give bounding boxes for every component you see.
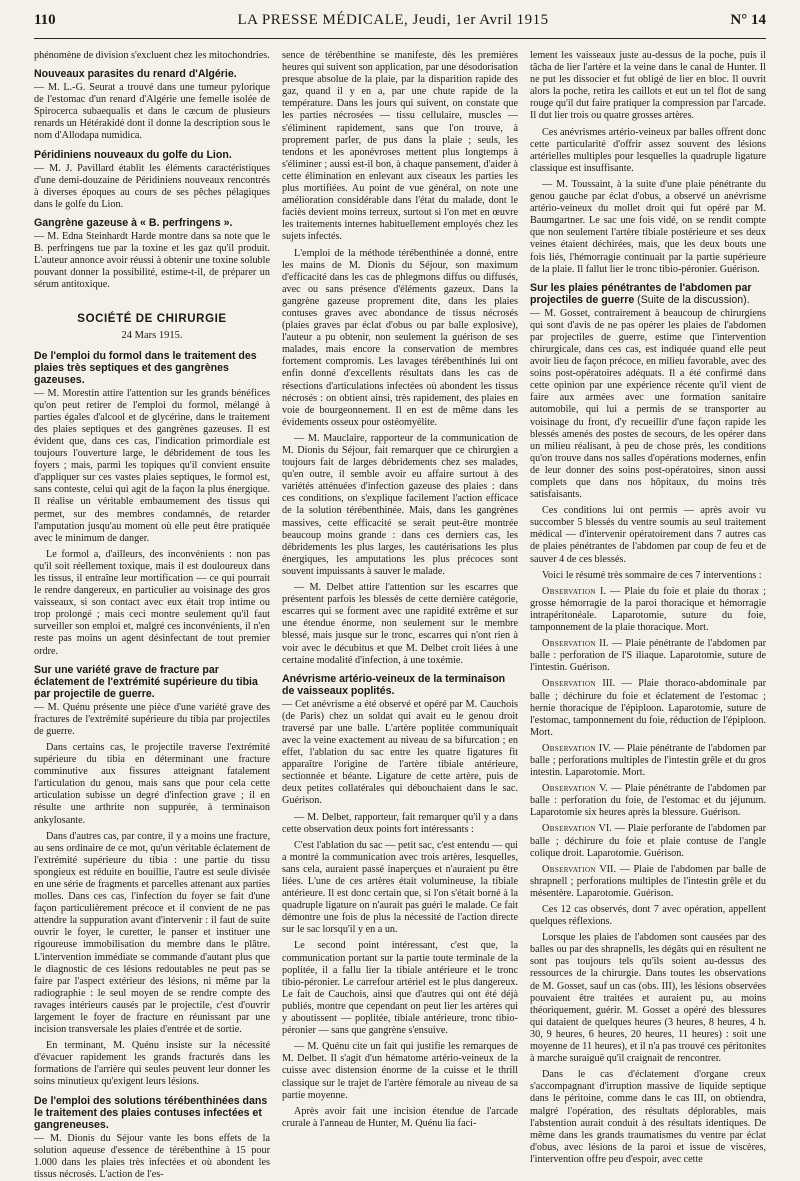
article-heading: Gangrène gazeuse à « B. perfringens ».: [34, 216, 233, 229]
paragraph: — M. Toussaint, à la suite d'une plaie pénétrante du genou gauche par éclat d'obus, a observé un anévrisme artério-veineux du mollet droit qui fut opéré par M. Baumgartner. Le sac une fois vidé, on se rendit compte que non seulement l'artère tibiale postérieure et ses deux veines étaient déchirées, mais, que les deux bouts une fois liés, l'hémorragie continuait par la partie supérieure de la plaie. Il fallut lier le tronc tibio-péronier. Guérison.: [530, 178, 766, 275]
paragraph: Lorsque les plaies de l'abdomen sont causées par des balles ou par des shrapnells, les dégâts qui en résultent ne sont pas toujours tels qu'ils soient au-dessus des ressources de la chirurgie. Dans toutes les observations de M. Gosset, sauf un cas (obs. III), les lésions observées pouvaient être traitées et auraient pu, au moins théoriquement, guérir. M. Gosset a opéré des blessures qui dataient de quelques heures (3 heures, 8 heures, 4 h. 30, 9 heures, 6 heures, 20 heures, 11 heures) : soit une moyenne de 11 heures), et il n'a pas trouvé ces péritonites à marche suraiguë qu'il craignait de rencontrer.: [530, 932, 766, 1065]
observation-text: — Plaie pénétrante de l'abdomen par balle : perforation du foie, de l'estomac et du jéjunum. Laparotomie six heures après la blessure. Guérison.: [530, 783, 766, 819]
observation-text: — Plaie pénétrante de l'abdomen par balle : perforation de l'S iliaque. Laparotomie, suture de l'intestin. Guérison.: [530, 638, 766, 674]
section-date: 24 Mars 1915.: [121, 329, 183, 341]
issue-number: N° 14: [730, 12, 766, 28]
observation-label: Observation: [542, 823, 596, 835]
paragraph: C'est l'ablation du sac — petit sac, c'est entendu — qui a montré la communication avec trois artères, lesquelles, sans cela, auraient passé inaperçues et n'auraient pu être liées. L'une de ces artères était volumineuse, la tibiale antérieure. Il est donc certain que, si l'on s'était borné à la quadruple ligature on n'aurait pas guéri le malade. Ce fait démontre une fois de plus la nécessité de l'action directe sur le sac lorsqu'il y en a un.: [282, 839, 518, 936]
paragraph: Le formol a, d'ailleurs, des inconvénients : non pas qu'il soit réellement toxique, mais il est douloureux dans les tissus, il entraîne leur mortification — ce qui pourrait le rendre dangereux, en particulier au voisinage des gros vaisseaux, si son contact avec eux était trop intime ou trop prolongé ; mais ceci montre seulement qu'il faut surveiller son emploi et, malgré ces inconvénients, il n'en reste pas moins un agent désinfectant de tout premier ordre.: [34, 548, 270, 657]
article-heading: De l'emploi du formol dans le traitement des plaies très septiques et des gangrènes gazeuses.: [34, 349, 257, 386]
paragraph: lement les vaisseaux juste au-dessus de la poche, puis il tâcha de lier l'artère et la veine dans le canal de Hunter. Il ne put les dissocier et fut obligé de lier en bloc. Il ouvrit alors la poche, retira les caillots et eut un tel flot de sang rouge qu'il dut faire pratiquer la compression par l'arcade. Il dut lier trois ou quatre grosses artères.: [530, 50, 766, 122]
article-heading: De l'emploi des solutions térébenthinées dans le traitement des plaies contuses infectées et gangreneuses.: [34, 1094, 268, 1131]
article-heading: [530, 282, 766, 306]
observation-number: III.: [602, 678, 616, 690]
paragraph: Voici le résumé très sommaire de ces 7 interventions :: [542, 569, 762, 581]
observation: [530, 743, 766, 779]
section-title: SOCIÉTÉ DE CHIRURGIE: [77, 313, 227, 326]
paragraph: — M. Quénu présente une pièce d'une variété grave des fractures de l'extrémité supérieure du tibia par projectiles de guerre.: [34, 701, 270, 737]
observation-label: Observation: [542, 585, 596, 597]
paragraph: — M. J. Pavillard établit les éléments caractéristiques d'une demi-douzaine de Péridiniens nouveaux rencontrés à diverses époques au cours de ses pêches pélagiques dans le golfe du Lion.: [34, 162, 270, 210]
observation-number: II.: [599, 638, 609, 650]
observation-number: VI.: [598, 823, 612, 835]
paragraph: Dans d'autres cas, par contre, il y a moins une fracture, au sens ordinaire de ce mot, qu'un véritable éclatement de l'extrémité supérieure du tibia : une partie du tissu spongieux est réduite en bouillie, l'autre est seule divisée en une série de fragments et parcelles attenant aux parties molles. Dans ces cas, l'infection du foyer se fait d'une façon particulièrement précoce et il convient de ne pas attendre la suppuration avant d'intervenir : il faut de suite ouvrir le foyer, le curetter, le panser et instituer une rigoureuse immobilisation du membre dans le plâtre. L'intervention immédiate se commande d'autant plus que le diagnostic de ces lésions redoutables ne peut pas se faire par l'aspect extérieur des lésions, ni même par la radiographie : le seul moyen de se rendre compte des ravages intérieurs causés par le projectile, c'est d'ouvrir largement le foyer de fracture en réunissant par une incision transversale les plaies d'entrée et de sortie.: [34, 830, 270, 1036]
paragraph: — M. Quénu cite un fait qui justifie les remarques de M. Delbet. Il s'agit d'un hématome artério-veineux de la cuisse avec distension énorme de la cuisse et le thrill classique sur le trajet de l'artère fémorale au niveau de sa partie moyenne.: [282, 1041, 518, 1101]
article-heading: Nouveaux parasites du renard d'Algérie.: [34, 68, 237, 81]
paragraph: phénomène de division s'excluent chez les mitochondries.: [34, 50, 270, 61]
observation-text: — Plaie perforante de l'abdomen par balle ; déchirure du foie et plaie contuse de l'angle colique droit. Laparotomie. Guérison.: [530, 823, 766, 859]
observation-number: IV.: [598, 742, 611, 754]
observation: [530, 586, 766, 634]
paragraph: — M. Morestin attire l'attention sur les grands bénéfices qu'on peut retirer de l'emploi du formol, mélangé à parties égales d'alcool et de glycérine, dans le traitement des plaies septiques et des gangrènes gazeuses. Il est évident que, dans ces cas, l'indication primordiale est toujours l'ouverture large, le débridement de tous les foyers ; mais, parmi les topiques qu'il convient ensuite d'appliquer sur ces vastes plaies septiques, le formol est, sans conteste, celui qui agit de la façon la plus énergique. Il réalise un véritable embaumement des tissus qui permet, sur des membres condamnés, de retarder l'amputation jusqu'au moment où elle peut être pratiquée avec le minimum de danger.: [34, 387, 270, 544]
observation-text: — Plaie du foie et plaie du thorax ; grosse hémorragie de la paroi thoracique et hémorragie intrapéritonéale. Laparotomie, suture du foie, tamponnement de la plaie thoracique. Mort.: [530, 585, 766, 634]
observation-label: Observation: [542, 742, 596, 754]
observation-label: Observation: [542, 638, 596, 650]
observation: [530, 783, 766, 819]
observation-text: — Plaie thoraco-abdominale par balle ; déchirure du foie et éclatement de l'estomac ; hernie thoracique de l'épiploon. Laparotomie, suture de l'estomac, tamponnement du foie, réduction de l'épiploon. Mort.: [530, 678, 767, 738]
observation: [530, 678, 766, 738]
article-heading: Péridiniens nouveaux du golfe du Lion.: [34, 148, 232, 161]
observation-number: VII.: [599, 863, 617, 875]
paragraph: Ces conditions lui ont permis — après avoir vu succomber 5 blessés du ventre soumis au seul traitement médical — d'intervenir opératoirement dans 7 autres cas de plaies pénétrantes de l'abdomen par coup de feu et de sauver 4 de ces blessés.: [530, 505, 766, 565]
observation-label: Observation: [542, 678, 596, 690]
paragraph: Le second point intéressant, c'est que, la communication portant sur la partie toute terminale de la poplitée, il a fallu lier la tibiale antérieure et le tronc tibio-péronier. Le carrefour artériel est le plus dangereux. Le fait de Cauchois, ainsi que d'autres qui ont été déjà publiés, montre que cependant on peut lier les artères qui y aboutissent — poplitée, tibiale antérieure, tronc tibio-péronier — sans que gangrène s'ensuive.: [282, 940, 518, 1037]
paragraph: — M. Delbet attire l'attention sur les escarres que présentent parfois les blessés de cette dernière catégorie, escarres qui se forment avec une rapidité extrême et sur une étendue énorme, non seulement sur le membre blessé, mais jusque sur le tronc, escarres qui n'ont rien à voir avec le décubitus et que M. Delbet croit liées à une certaine modalité d'infection, à une toxémie.: [282, 582, 518, 666]
paragraph: Ces anévrismes artério-veineux par balles offrent donc cette particularité d'offrir assez souvent des lésions artérielles multiples pour lesquelles la quadruple ligature classique est insuffisante.: [530, 126, 766, 174]
text-columns: [34, 50, 767, 1180]
paragraph: En terminant, M. Quénu insiste sur la nécessité d'évacuer rapidement les grands fracturés dans les formations de l'arrière qui seules peuvent leur donner les soins minutieux qu'exigent leurs lésions.: [34, 1040, 270, 1088]
observation-text: — Plaie de l'abdomen par balle de shrapnell ; perforations multiples de l'intestin grêle et du mésentère. Laparotomie. Guérison.: [530, 863, 766, 899]
paragraph: Dans certains cas, le projectile traverse l'extrémité supérieure du tibia en déterminant une fracture comminutive aux fissures atteignant fatalement l'articulation du genou, mais sans que pour cela cette articulation subisse un degré d'infection grave ; il en résulte une arthrite non suppurée, à terminaison ankylosante.: [34, 741, 270, 826]
column-1: [34, 50, 270, 1180]
paragraph: sence de térébenthine se manifeste, dès les premières heures qui suivent son application, par une désodorisation presque absolue de la plaie, par la disparition rapide des gaz, quand il y en a, par une chute rapide de la température. Dans les jours qui suivent, on constate que les parties nécrosées — tissu cellulaire, muscles — s'éliminent rapidement, sans que l'on trouve, à proprement parler, de pus dans la plaie ; seuls, les tendons et les aponévroses mettent plus longtemps à s'éliminer ; aussi est-il bon, à chaque pansement, d'aider à cette élimination en enlevant aux ciseaux les parties les plus mortifiées. Au point de vue général, on note une amélioration considérable dans l'état du malade, dont le faciès devient moins terreux, surtout si l'on met en œuvre les traitements internes habituellement employés chez les sujets infectés.: [282, 50, 518, 243]
article-heading: Anévrisme artério-veineux de la terminaison de vaisseaux poplités.: [282, 672, 506, 697]
paragraph: — M. Delbet, rapporteur, fait remarquer qu'il y a dans cette observation deux points fort intéressants :: [282, 811, 518, 835]
page-header: [34, 12, 766, 39]
paragraph: — M. Mauclaire, rapporteur de la communication de M. Dionis du Séjour, fait remarquer que ce chirurgien a toujours fait de larges débridements chez ses malades, qu'en outre, il semble avoir eu affaire surtout à des variétés atténuées d'infection gazeuse des plaies : dans ces conditions, on s'explique facilement l'action efficace de la solution térébenthinée. Mais, dans les gangrènes massives, cette efficacité se serait peut-être montrée beaucoup moins grande : dans ces derniers cas, les débridements les plus larges, les cautérisations les plus énergiques, les amputations les plus précoces sont souvent impuissants à sauver le malade.: [282, 432, 518, 577]
observation: [530, 864, 766, 900]
paragraph: — M. Gosset, contrairement à beaucoup de chirurgiens qui sont d'avis de ne pas opérer les plaies de l'abdomen par projectiles de guerre, estime que l'intervention chirurgicale, dans ces cas, est indiquée quand elle peut avoir lieu de façon précoce, en milieu favorable, avec des soins post-opératoires adéquats. Il a été confirmé dans cette opinion par une expérience récente qu'il vient de faire aux armées avec une formation sanitaire automobile, qui lui a permis de se transporter au voisinage du front, d'y recueillir d'une façon rapide les blessés amenés des postes de secours, de les opérer dans un milieu réalisant, à peu de chose près, les conditions qu'on trouve dans nos salles d'opérations modernes, enfin de leur donner des soins post-opératoires, sinon aussi complets que dans nos hôpitaux, du moins très satisfaisants.: [530, 307, 766, 501]
heading-suffix: (Suite de la discussion).: [637, 293, 750, 306]
paragraph: Dans le cas d'éclatement d'organe creux s'accompagnant d'irruption massive de liquide septique dans le péritoine, comme dans le cas III, on obtiendra, malgré l'opération, des résultats déplorables, mais l'abstention aurait conduit à des résultats identiques. De même dans les grands traumatismes du ventre par éclat d'obus, avec lésions de la paroi et issue de viscères, l'intervention offre peu d'espoir, avec cette: [530, 1069, 766, 1165]
observation: [530, 638, 766, 674]
page-number: 110: [34, 12, 56, 28]
observation-label: Observation: [542, 783, 596, 795]
observation-number: I.: [600, 585, 606, 597]
observation: [530, 823, 766, 859]
observation-text: — Plaie pénétrante de l'abdomen par balle ; perforations multiples de l'intestin grêle et du gros intestin. Laparotomie. Mort.: [530, 742, 766, 779]
paragraph: L'emploi de la méthode térébenthinée a donné, entre les mains de M. Dionis du Séjour, son maximum d'efficacité dans les cas de phlegmons diffus ou diffusés, avec ou sans présence d'éléments gazeux. Dans la gangrène gazeuse proprement dite, dans les plaies contuses graves avec abondance de tissus nécrosés (plaies graves par éclat d'obus ou par balle explosive), l'auteur a pu obtenir, non seulement la guérison de ses malades, mais encore la conservation de membres fortement compromis. Les lavages térébenthinés lui ont enfin donné d'excellents résultats dans les cas de résections d'articulations infectées où abondent les tissus nécrosés : on obtient ainsi, très rapidement, des plaies en voie de bourgeonnement. Il en est de même dans les évidements osseux pour ostéomyélite.: [282, 247, 518, 428]
heading-text: Sur les plaies pénétrantes de l'abdomen par projectiles de guerre: [530, 281, 752, 306]
paragraph: Après avoir fait une incision étendue de l'arcade crurale à l'anneau de Hunter, M. Quénu lia faci-: [282, 1105, 518, 1129]
paragraph: — Cet anévrisme a été observé et opéré par M. Cauchois (de Paris) chez un soldat qui avait eu le genou droit traversé par une balle. L'artère poplitée communiquait avec la veine exactement au niveau de sa bifurcation ; en effet, l'ablation du sac entre les quatre ligatures fit apparaître l'origine de l'artère tibiale antérieure, sectionnée et béante. Ligature de cette artère, puis de deux petites collatérales qui débouchaient dans le sac. Guérison.: [282, 698, 518, 807]
column-3: [530, 50, 767, 1165]
article-heading: Sur une variété grave de fracture par éclatement de l'extrémité supérieure du tibia par projectile de guerre.: [34, 663, 258, 700]
paragraph: — M. Dionis du Séjour vante les bons effets de la solution aqueuse d'essence de térébenthine à 15 pour 1.000 dans les plaies très infectées et où abondent les tissus nécrosés. L'action de l'es-: [34, 1132, 270, 1180]
paragraph: — M. Edna Steinhardt Harde montre dans sa note que le B. perfringens tue par la toxine et les gaz qu'il produit. L'auteur annonce avoir réussi à obtenir une toxine soluble pouvant donner la possibilité, estime-t-il, de préparer un sérum antitoxique.: [34, 230, 270, 291]
observation-number: V.: [599, 783, 608, 795]
paragraph: Ces 12 cas observés, dont 7 avec opération, appellent quelques réflexions.: [530, 904, 766, 928]
journal-title: LA PRESSE MÉDICALE, Jeudi, 1er Avril 1915: [237, 12, 549, 28]
paragraph: — M. L.-G. Seurat a trouvé dans une tumeur pylorique de l'estomac d'un renard d'Algérie une femelle isolée de Spirocerca subaequalis et dans le cæcum de plusieurs renards un Hétérakidé dont il donne la description sous le nom d'Allodapa numidica.: [34, 82, 270, 142]
observation-label: Observation: [542, 863, 596, 875]
column-2: [282, 50, 518, 1129]
